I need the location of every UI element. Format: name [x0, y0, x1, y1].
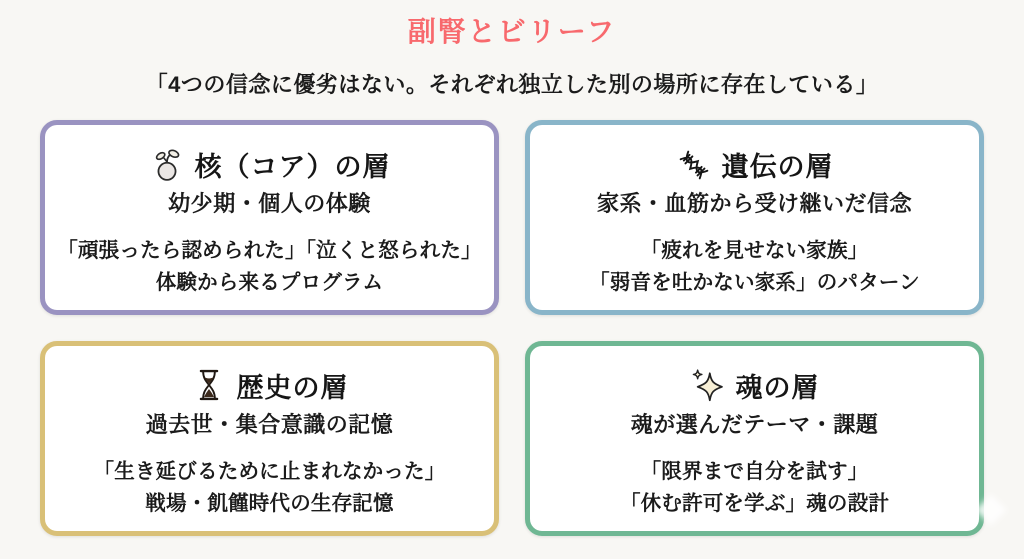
card-genetic-layer — [525, 120, 984, 315]
page-subtitle: 「4つの信念に優劣はない。それぞれ独立した別の場所に存在している」 — [145, 72, 879, 97]
card-genetic-subtitle: 家系・血筋から受け継いだ信念 — [596, 191, 912, 216]
card-genetic-line-1: 「疲れを見せない家族」 — [640, 239, 869, 262]
card-soul-body — [620, 456, 889, 521]
card-core-subtitle: 幼少期・個人の体験 — [168, 191, 371, 216]
card-core-body — [57, 235, 481, 300]
card-genetic-line-2: 「弱音を吐かない家系」のパターン — [589, 271, 920, 295]
card-core-line-2: 体験から来るプログラム — [155, 271, 384, 295]
card-history-title: 歴史の層 — [236, 372, 349, 403]
card-soul-subtitle: 魂が選んだテーマ・課題 — [630, 411, 879, 437]
card-core-layer — [40, 120, 499, 315]
sparkle-icon — [690, 367, 726, 403]
card-history-body — [94, 456, 446, 521]
dna-icon — [676, 147, 712, 183]
card-history-line-2: 戦場・飢饉時代の生存記憶 — [145, 492, 394, 516]
card-core-title: 核（コア）の層 — [194, 152, 391, 182]
card-soul-title-row — [690, 366, 820, 405]
card-genetic-body — [589, 235, 920, 300]
card-history-title-row — [191, 366, 349, 405]
sprout-icon — [149, 147, 185, 183]
card-history-line-1: 「生き延びるために止まれなかった」 — [93, 459, 446, 483]
cards-grid — [40, 120, 984, 530]
card-genetic-title-row — [676, 145, 834, 184]
hourglass-icon — [191, 367, 227, 403]
page-title: 副腎とビリーフ — [407, 16, 617, 47]
card-history-subtitle: 過去世・集合意識の記憶 — [145, 411, 394, 437]
card-soul-line-1: 「限界まで自分を試す」 — [640, 459, 869, 483]
card-core-title-row — [149, 145, 391, 184]
card-soul-line-2: 「休む許可を学ぶ」魂の設計 — [619, 492, 890, 516]
card-genetic-title: 遺伝の層 — [721, 152, 834, 182]
card-soul-title: 魂の層 — [735, 372, 820, 403]
card-soul-layer — [525, 341, 984, 536]
card-history-layer — [40, 341, 499, 536]
card-core-line-1: 「頑張ったら認められた」「泣くと怒られた」 — [57, 239, 482, 262]
